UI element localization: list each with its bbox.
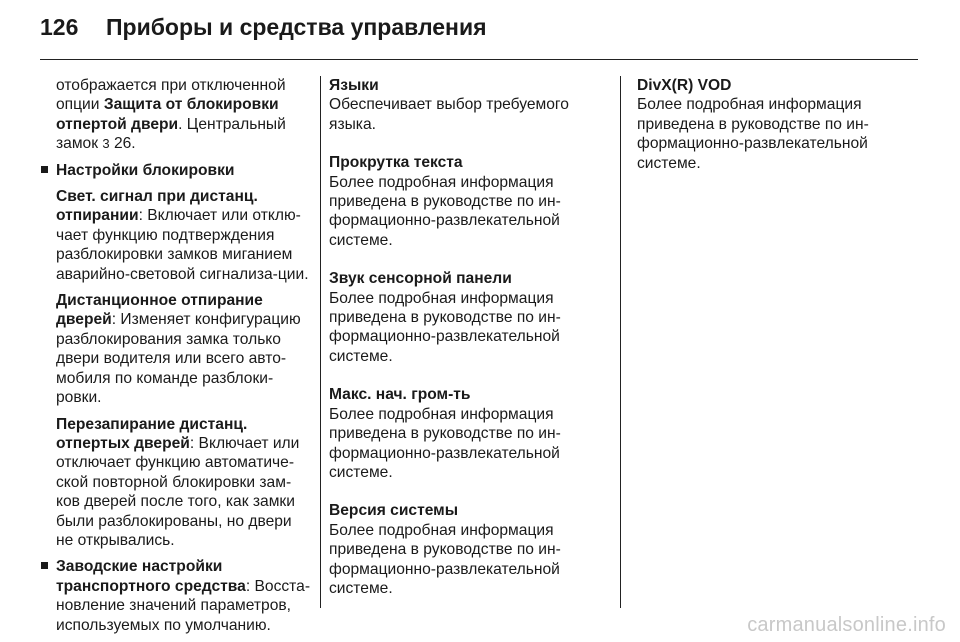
left-column xyxy=(56,76,312,635)
section-divx-vod xyxy=(637,76,919,173)
page-title: Приборы и средства управления xyxy=(106,14,487,40)
intro-option-name: Защита от блокировки отпертой двери xyxy=(56,96,279,133)
section-body: Более подробная информация приведена в руководстве по ин-формационно-развлекательной системе. xyxy=(329,173,561,249)
column-divider-1 xyxy=(320,76,321,608)
section-body: Более подробная информация приведена в руководстве по ин-формационно-развлекательной системе. xyxy=(329,405,561,481)
section-title: Языки xyxy=(329,77,379,94)
section-text-scroll xyxy=(329,153,611,250)
header-divider xyxy=(40,59,918,60)
section-title: Версия системы xyxy=(329,502,459,520)
page-number: 126 xyxy=(40,14,79,40)
column-divider-2 xyxy=(620,76,621,608)
intro-paragraph: отображается при отключенной опции Защита от блокировки отпертой двери. Центральный замок 3 26. xyxy=(56,77,286,153)
section-title: DivX(R) VOD xyxy=(637,77,732,94)
section-max-volume xyxy=(329,385,611,482)
section-touch-sound xyxy=(329,269,611,366)
middle-column xyxy=(329,76,611,617)
page-reference: 26. xyxy=(109,135,136,153)
section-body: Более подробная информация приведена в руководстве по ин-формационно-развлекательной системе. xyxy=(637,96,869,172)
bullet-title: Настройки блокировки xyxy=(56,161,235,179)
section-body: Более подробная информация приведена в руководстве по ин-формационно-развлекательной системе. xyxy=(329,289,561,365)
section-languages xyxy=(329,76,611,134)
section-system-version xyxy=(329,501,611,598)
page-reference-arrow-icon: 3 xyxy=(102,136,110,152)
page-header xyxy=(40,14,487,48)
bullet-square-icon xyxy=(41,166,48,173)
watermark: carmanualsonline.info xyxy=(747,614,946,636)
setting-item: Свет. сигнал при дистанц. отпирании: Включает или отклю-чает функцию подтверждения разблокировки замков миганием аварийно-световой сигнализа-ции. xyxy=(56,188,309,283)
section-title: Прокрутка текста xyxy=(329,154,463,172)
bullet-square-icon xyxy=(41,562,48,569)
right-column xyxy=(637,76,919,192)
section-body: Более подробная информация приведена в руководстве по ин-формационно-развлекательной системе. xyxy=(329,521,561,597)
setting-item: Перезапирание дистанц. отпертых дверей: Включает или отключает функцию автоматиче-ской повторной блокировки зам-ков дверей после того, как замки были разблокированы, но двери не открывались. xyxy=(56,415,300,549)
section-title: Макс. нач. гром-ть xyxy=(329,386,471,404)
section-title: Звук сенсорной панели xyxy=(329,270,512,288)
bullet-lock-settings xyxy=(56,161,312,551)
section-body: Обеспечивает выбор требуемого языка. xyxy=(329,96,569,133)
setting-item: Дистанционное отпирание дверей: Изменяет конфигурацию разблокирования замка только двери водителя или всего авто-мобиля по команде разблоки-ровки. xyxy=(56,292,301,407)
bullet-factory-settings: Заводские настройки транспортного средства: Восста-новление значений параметров, используемых по умолчанию. xyxy=(56,557,312,635)
